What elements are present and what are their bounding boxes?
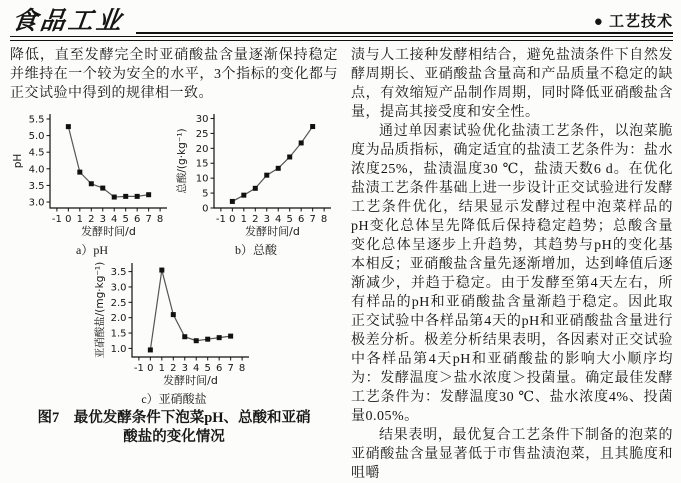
figure-panel-a	[10, 108, 174, 257]
chart-ph-caption: a）pH	[76, 243, 108, 257]
svg-text:4: 4	[111, 214, 118, 225]
journal-logo: 食品工业	[10, 8, 126, 35]
chart-nitrite-caption: c）亚硝酸盐	[141, 392, 207, 406]
svg-text:5: 5	[286, 214, 293, 225]
figure-caption-line1: 图7 最优发酵条件下泡菜pH、总酸和亚硝	[37, 410, 311, 426]
svg-text:1: 1	[240, 214, 248, 225]
section-label: ● 工艺技术	[593, 13, 673, 30]
svg-text:0: 0	[202, 203, 209, 215]
svg-text:2: 2	[88, 214, 95, 225]
svg-text:20: 20	[195, 143, 209, 155]
svg-text:发酵时间/d: 发酵时间/d	[163, 374, 218, 387]
svg-text:2.0: 2.0	[110, 313, 127, 325]
svg-text:4: 4	[275, 214, 282, 225]
svg-text:总酸/(g·kg⁻¹): 总酸/(g·kg⁻¹)	[176, 128, 188, 194]
svg-text:5: 5	[204, 363, 211, 374]
svg-text:4.5: 4.5	[28, 147, 45, 159]
svg-text:-1: -1	[133, 363, 144, 374]
svg-text:0: 0	[65, 214, 72, 225]
chart-total-acid	[174, 108, 338, 238]
svg-text:6: 6	[133, 214, 141, 225]
svg-text:2: 2	[252, 214, 259, 225]
chart-ph	[10, 108, 174, 238]
right-paragraph-3: 结果表明，最优复合工艺条件下制备的泡菜的亚硝酸盐含量显著低于市售盐渍泡菜，且其脆度和咀嚼	[351, 428, 673, 481]
charts-row-ab	[10, 108, 338, 257]
svg-text:7: 7	[145, 214, 152, 225]
svg-text:3.0: 3.0	[110, 282, 127, 294]
right-paragraph-1: 渍与人工接种发酵相结合，避免盐渍条件下自然发酵周期长、亚硝酸盐含量高和产品质量不稳定的缺点，有效缩短产品制作周期，同时降低亚硝酸盐含量，提高其接受度和安全性。	[351, 48, 673, 120]
svg-text:30: 30	[195, 113, 209, 125]
svg-text:3: 3	[99, 214, 106, 225]
svg-text:3: 3	[181, 363, 188, 374]
svg-text:5.0: 5.0	[28, 131, 45, 143]
svg-text:1: 1	[76, 214, 84, 225]
svg-text:1.0: 1.0	[110, 343, 127, 355]
charts-row-c	[10, 257, 338, 406]
svg-text:1.5: 1.5	[110, 328, 127, 340]
svg-text:8: 8	[320, 214, 328, 225]
svg-text:7: 7	[227, 363, 234, 374]
svg-text:2: 2	[170, 363, 177, 374]
svg-text:4: 4	[193, 363, 200, 374]
svg-text:pH: pH	[12, 153, 24, 169]
two-column-body	[10, 46, 673, 483]
svg-text:0: 0	[147, 363, 154, 374]
figure-panel-c	[92, 257, 256, 406]
svg-text:6: 6	[215, 363, 223, 374]
svg-text:3.5: 3.5	[28, 180, 45, 192]
svg-text:25: 25	[195, 128, 209, 140]
svg-text:发酵时间/d: 发酵时间/d	[245, 225, 300, 238]
svg-text:3.5: 3.5	[110, 267, 127, 279]
left-paragraph: 降低，直至发酵完全时亚硝酸盐含量逐渐保持稳定并维持在一个较为安全的水平，3个指标的变化都与正交试验中得到的规律相一致。	[10, 48, 338, 101]
svg-text:2.5: 2.5	[110, 297, 127, 309]
svg-text:15: 15	[195, 158, 209, 170]
header-rule-right	[136, 1, 673, 34]
figure-caption-line2: 酸盐的变化情况	[123, 429, 225, 445]
figure-panel-b	[174, 108, 338, 257]
svg-text:-1: -1	[215, 214, 226, 225]
svg-text:亚硝酸盐/(mg·kg⁻¹): 亚硝酸盐/(mg·kg⁻¹)	[94, 261, 106, 359]
header-double-rule	[10, 36, 673, 41]
left-column	[10, 46, 338, 483]
svg-text:5.5: 5.5	[28, 114, 45, 126]
chart-total-acid-caption: b）总酸	[234, 243, 277, 257]
svg-text:1: 1	[158, 363, 166, 374]
svg-text:10: 10	[195, 173, 209, 185]
svg-text:-1: -1	[51, 214, 62, 225]
svg-text:4.0: 4.0	[28, 164, 45, 176]
svg-text:0: 0	[229, 214, 236, 225]
svg-text:5: 5	[202, 188, 209, 200]
svg-text:6: 6	[297, 214, 305, 225]
svg-text:发酵时间/d: 发酵时间/d	[81, 225, 136, 238]
chart-nitrite	[92, 257, 256, 387]
svg-text:5: 5	[122, 214, 129, 225]
figure-caption	[10, 409, 338, 447]
page-header	[10, 4, 673, 34]
right-paragraph-2: 通过单因素试验优化盐渍工艺条件，以泡菜脆度为品质指标，确定适宜的盐渍工艺条件为：盐水浓度25%，盐渍温度30 ℃，盐渍天数6 d。在优化盐渍工艺条件基础上进一步设计正交试验进行发酵工艺条件优化，结果显示发酵过程中泡菜样品的pH变化总体呈先降低后保持稳定趋势；总酸含量变化总体呈逐步上升趋势，其趋势与pH的变化基本相反；亚硝酸盐含量先逐渐增加，达到峰值后逐渐减少，并趋于稳定。由于发酵至第4天左右，所有样品的pH和亚硝酸盐含量渐趋于稳定。因此取正交试验中各样品第4天的pH和亚硝酸盐含量进行极差分析。极差分析结果表明，各因素对正交试验中各样品第4天pH和亚硝酸盐的影响大小顺序均为：发酵温度＞盐水浓度＞投菌量。确定最佳发酵工艺条件为：发酵温度30 ℃、盐水浓度4%、投菌量0.05%。	[351, 124, 673, 424]
svg-text:3.0: 3.0	[28, 197, 45, 209]
svg-text:8: 8	[238, 363, 246, 374]
right-column	[351, 46, 673, 483]
svg-text:3: 3	[263, 214, 270, 225]
svg-text:8: 8	[156, 214, 164, 225]
svg-text:7: 7	[309, 214, 316, 225]
